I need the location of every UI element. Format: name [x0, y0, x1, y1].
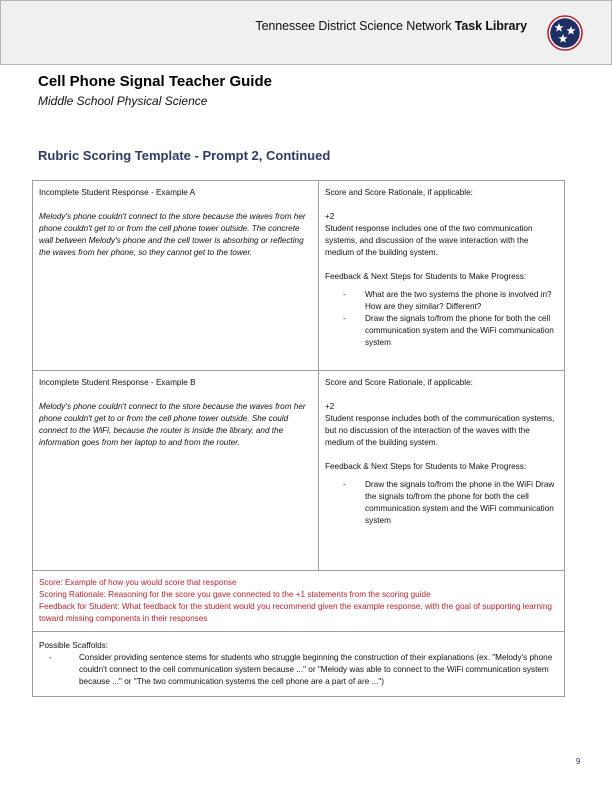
- rubric-table: [32, 180, 565, 697]
- guidance-scoring-rationale: Scoring Rationale: Reasoning for the score you gave connected to the +1 statements from the scoring guide: [39, 590, 431, 599]
- score-rationale: Student response includes both of the communication systems, but no discussion of the interaction of the waves with the medium of the building system.: [325, 414, 555, 447]
- example-a-response-cell: [33, 181, 319, 371]
- document-subtitle: Middle School Physical Science: [38, 94, 208, 108]
- score-heading: Score and Score Rationale, if applicable:: [325, 188, 473, 197]
- scaffolds-list: [39, 652, 558, 688]
- score-heading: Score and Score Rationale, if applicable:: [325, 378, 473, 387]
- example-b-response-cell: [33, 371, 319, 571]
- scaffold-item: - Consider providing sentence stems for students who struggle beginning the construction of their explanations (ex. "Melody's phone couldn't connect to the cell communication system because ..." or "Melody was able to connect to the WiFi communication system because ..." or "The two communication systems the cell phone are a part of are ..."): [49, 653, 553, 686]
- feedback-item: - Draw the signals to/from the phone in the WiFi Draw the signals to/from the phone for both the cell communication system and the WiFi communication system: [343, 480, 555, 525]
- guidance-cell: [33, 571, 565, 632]
- tennessee-tristar-icon: [547, 15, 583, 51]
- scaffolds-heading: Possible Scaffolds:: [39, 641, 109, 650]
- example-a-row: [33, 181, 565, 371]
- response-text: Melody's phone couldn't connect to the store because the waves from her phone couldn't get to or from the cell phone tower outside. The concrete wall between Melody's phone and the cell tower is absorbing or reflecting the waves from her phone, so they cannot get to the tower.: [39, 212, 306, 257]
- header-title-regular: Tennessee District Science Network: [255, 19, 455, 33]
- feedback-heading: Feedback & Next Steps for Students to Make Progress:: [325, 462, 527, 471]
- feedback-heading: Feedback & Next Steps for Students to Make Progress:: [325, 272, 527, 281]
- response-text: Melody's phone couldn't connect to the store because the waves from her phone couldn't get to or from the cell phone tower outside. She could connect to the WiFi, because the router is inside the library, and the information goes from her laptop to and from the router.: [39, 402, 306, 447]
- response-heading: Incomplete Student Response - Example B: [39, 378, 196, 387]
- header-title: [255, 19, 527, 33]
- header-title-bold: Task Library: [454, 19, 527, 33]
- response-heading: Incomplete Student Response - Example A: [39, 188, 196, 197]
- score-rationale: Student response includes one of the two communication systems, and discussion of the wave interaction with the medium of the building system.: [325, 224, 533, 257]
- scaffolds-cell: [33, 632, 565, 697]
- feedback-item: - Draw the signals to/from the phone for both the cell communication system and the WiFi communication system: [343, 314, 554, 347]
- section-title: Rubric Scoring Template - Prompt 2, Continued: [38, 148, 331, 163]
- document-title: Cell Phone Signal Teacher Guide: [38, 73, 272, 90]
- example-b-row: [33, 371, 565, 571]
- page-header: [0, 0, 612, 65]
- score-value: +2: [325, 402, 335, 411]
- guidance-feedback: Feedback for Student: What feedback for the student would you recommend given the example response, with the goal of supporting learning toward missing components in their responses: [39, 602, 552, 623]
- guidance-score: Score: Example of how you would score that response: [39, 578, 237, 587]
- feedback-item: - What are the two systems the phone is involved in? How are they similar? Different?: [343, 290, 552, 311]
- guidance-row: [33, 571, 565, 632]
- feedback-list: [325, 289, 558, 349]
- scaffolds-row: [33, 632, 565, 697]
- score-value: +2: [325, 212, 335, 221]
- feedback-list: [325, 479, 558, 527]
- example-b-score-cell: [319, 371, 565, 571]
- example-a-score-cell: [319, 181, 565, 371]
- page-number: 9: [576, 757, 581, 766]
